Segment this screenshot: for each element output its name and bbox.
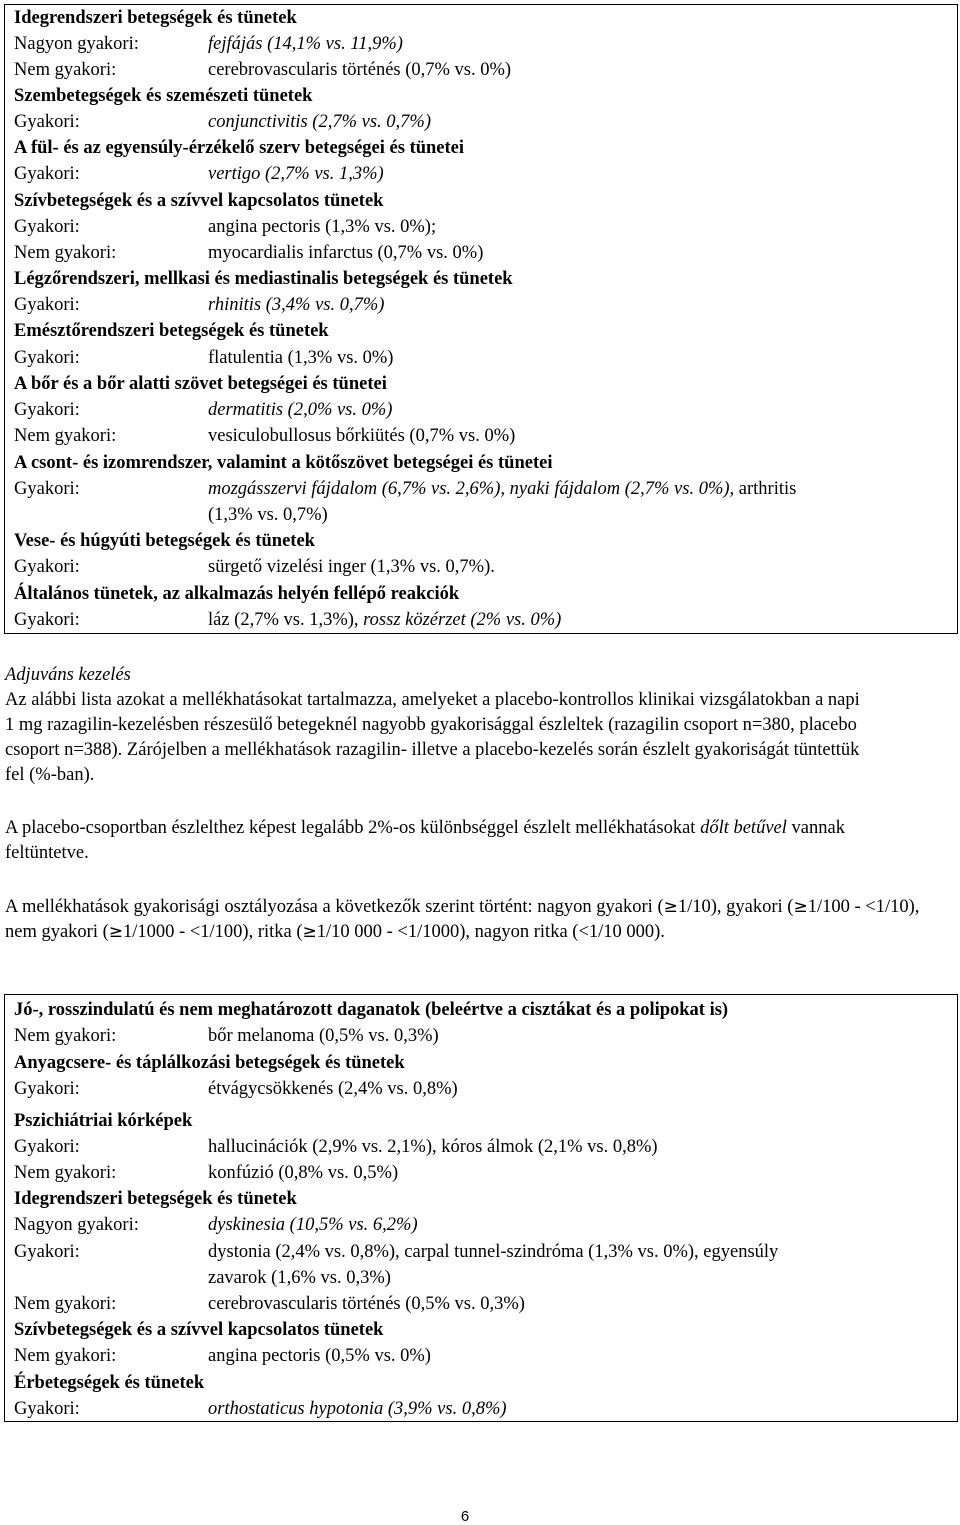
frequency-label: Gyakori: bbox=[14, 479, 80, 499]
effect-plain-part: láz (2,7% vs. 1,3%), bbox=[208, 610, 364, 630]
frequency-label: Gyakori: bbox=[14, 610, 80, 630]
effect-value bbox=[208, 479, 796, 499]
adjuvant-paragraph-1: Az alábbi lista azokat a mellékhatásokat tartalmazza, amelyeket a placebo-kontrollos klinikai vizsgálatokban a napi 1 mg razagilin-kezelésben részesülő betegeknél nagyobb gyakorisággal észleltek (razagilin csoport n=380, placebo csoport n=388). Zárójelben a mellékhatások razagilin- illetve a placebo-kezelés során észlelt gyakoriságát tüntettük fel (%-ban). bbox=[5, 690, 860, 785]
paragraph-text: 1/1000 - <1/100), ritka ( bbox=[123, 922, 303, 942]
effect-italic-part: rossz közérzet (2% vs. 0%) bbox=[363, 610, 562, 630]
frequency-label: Nem gyakori: bbox=[14, 1294, 117, 1314]
soc-heart-heading: Szívbetegségek és a szívvel kapcsolatos tünetek bbox=[14, 1320, 384, 1340]
soc-psychiatric-heading: Pszichiátriai kórképek bbox=[14, 1111, 193, 1131]
frequency-label: Gyakori: bbox=[14, 295, 80, 315]
frequency-label: Nem gyakori: bbox=[14, 60, 117, 80]
effect-value: myocardialis infarctus (0,7% vs. 0%) bbox=[208, 243, 484, 263]
effect-value: cerebrovascularis történés (0,5% vs. 0,3%) bbox=[208, 1294, 525, 1314]
soc-musculoskeletal-heading: A csont- és izomrendszer, valamint a kötőszövet betegségei és tünetei bbox=[14, 453, 553, 473]
geq-symbol: ≥ bbox=[793, 897, 808, 917]
paragraph-text: 1/10 000 - <1/1000), nagyon ritka (<1/10 000). bbox=[316, 922, 665, 942]
frequency-label: Gyakori: bbox=[14, 400, 80, 420]
effect-value: étvágycsökkenés (2,4% vs. 0,8%) bbox=[208, 1079, 458, 1099]
effect-value: orthostaticus hypotonia (3,9% vs. 0,8%) bbox=[208, 1399, 507, 1419]
effect-italic-part: mozgásszervi fájdalom (6,7% vs. 2,6%), nyaki fájdalom (2,7% vs. 0%) bbox=[208, 479, 730, 499]
frequency-label: Gyakori: bbox=[14, 1399, 80, 1419]
soc-general-heading: Általános tünetek, az alkalmazás helyén fellépő reakciók bbox=[14, 584, 460, 604]
soc-eye-heading: Szembetegségek és szemészeti tünetek bbox=[14, 86, 313, 106]
effect-value: sürgető vizelési inger (1,3% vs. 0,7%). bbox=[208, 557, 495, 577]
effect-value: cerebrovascularis történés (0,7% vs. 0%) bbox=[208, 60, 512, 80]
soc-nervous-heading: Idegrendszeri betegségek és tünetek bbox=[14, 1189, 297, 1209]
effect-value: vesiculobullosus bőrkiütés (0,7% vs. 0%) bbox=[208, 426, 516, 446]
effect-value: konfúzió (0,8% vs. 0,5%) bbox=[208, 1163, 399, 1183]
adjuvant-paragraph-2 bbox=[5, 816, 895, 866]
effect-value: dyskinesia (10,5% vs. 6,2%) bbox=[208, 1215, 418, 1235]
paragraph-text: A placebo-csoportban észlelthez képest legalább 2%-os különbséggel észlelt mellékhatásokat bbox=[5, 818, 701, 838]
soc-metabolism-heading: Anyagcsere- és táplálkozási betegségek és tünetek bbox=[14, 1053, 405, 1073]
paragraph-text: 1/10), gyakori ( bbox=[677, 897, 794, 917]
effect-value: flatulentia (1,3% vs. 0%) bbox=[208, 348, 394, 368]
frequency-label: Nem gyakori: bbox=[14, 1163, 117, 1183]
paragraph-text: vannak feltüntetve. bbox=[5, 818, 845, 863]
effect-value: hallucinációk (2,9% vs. 2,1%), kóros álmok (2,1% vs. 0,8%) bbox=[208, 1137, 658, 1157]
paragraph-text: A mellékhatások gyakorisági osztályozása a következők szerint történt: nagyon gyakori ( bbox=[5, 897, 664, 917]
paragraph-italic: dőlt betűvel bbox=[700, 818, 787, 838]
frequency-label: Gyakori: bbox=[14, 1137, 80, 1157]
effect-value: angina pectoris (0,5% vs. 0%) bbox=[208, 1346, 431, 1366]
effect-value: angina pectoris (1,3% vs. 0%); bbox=[208, 217, 437, 237]
frequency-label: Nem gyakori: bbox=[14, 426, 117, 446]
soc-heart-heading: Szívbetegségek és a szívvel kapcsolatos tünetek bbox=[14, 191, 384, 211]
frequency-label: Gyakori: bbox=[14, 1079, 80, 1099]
page-number: 6 bbox=[460, 1508, 470, 1525]
soc-gastro-heading: Emésztőrendszeri betegségek és tünetek bbox=[14, 321, 329, 341]
adjuvant-heading: Adjuváns kezelés bbox=[5, 665, 131, 685]
frequency-label: Gyakori: bbox=[14, 217, 80, 237]
effect-value: fejfájás (14,1% vs. 11,9%) bbox=[208, 34, 403, 54]
soc-renal-heading: Vese- és húgyúti betegségek és tünetek bbox=[14, 531, 315, 551]
frequency-label: Gyakori: bbox=[14, 164, 80, 184]
geq-symbol: ≥ bbox=[108, 922, 124, 942]
frequency-label: Nagyon gyakori: bbox=[14, 1215, 139, 1235]
soc-skin-heading: A bőr és a bőr alatti szövet betegségei és tünetei bbox=[14, 374, 387, 394]
frequency-label: Nem gyakori: bbox=[14, 1346, 117, 1366]
effect-value-continuation: (1,3% vs. 0,7%) bbox=[208, 505, 328, 525]
soc-ear-heading: A fül- és az egyensúly-érzékelő szerv betegségei és tünetei bbox=[14, 138, 465, 158]
frequency-definition-paragraph bbox=[5, 895, 925, 945]
effect-value: vertigo (2,7% vs. 1,3%) bbox=[208, 164, 384, 184]
frequency-label: Gyakori: bbox=[14, 1242, 80, 1262]
soc-nervous-heading: Idegrendszeri betegségek és tünetek bbox=[14, 8, 297, 28]
paragraph-text: 1/100 - <1/10), nem gyakori ( bbox=[5, 897, 920, 942]
soc-neoplasm-heading: Jó-, rosszindulatú és nem meghatározott daganatok (beleértve a cisztákat és a polipokat is) bbox=[14, 1000, 729, 1020]
effect-value bbox=[208, 610, 561, 630]
frequency-label: Nagyon gyakori: bbox=[14, 34, 139, 54]
effect-value: bőr melanoma (0,5% vs. 0,3%) bbox=[208, 1026, 439, 1046]
effect-value: rhinitis (3,4% vs. 0,7%) bbox=[208, 295, 385, 315]
effect-value: dystonia (2,4% vs. 0,8%), carpal tunnel-szindróma (1,3% vs. 0%), egyensúly bbox=[208, 1242, 779, 1262]
effect-value-continuation: zavarok (1,6% vs. 0,3%) bbox=[208, 1268, 391, 1288]
frequency-label: Gyakori: bbox=[14, 557, 80, 577]
effect-value: dermatitis (2,0% vs. 0%) bbox=[208, 400, 393, 420]
geq-symbol: ≥ bbox=[663, 897, 678, 917]
frequency-label: Nem gyakori: bbox=[14, 1026, 117, 1046]
frequency-label: Nem gyakori: bbox=[14, 243, 117, 263]
frequency-label: Gyakori: bbox=[14, 348, 80, 368]
geq-symbol: ≥ bbox=[302, 922, 317, 942]
adverse-effects-table-adjuvant bbox=[4, 994, 958, 1422]
soc-vascular-heading: Érbetegségek és tünetek bbox=[14, 1373, 205, 1393]
frequency-label: Gyakori: bbox=[14, 112, 80, 132]
effect-value: conjunctivitis (2,7% vs. 0,7%) bbox=[208, 112, 431, 132]
adverse-effects-table-monotherapy bbox=[4, 4, 958, 634]
soc-respiratory-heading: Légzőrendszeri, mellkasi és mediastinalis betegségek és tünetek bbox=[14, 269, 513, 289]
effect-plain-part: , arthritis bbox=[729, 479, 797, 499]
